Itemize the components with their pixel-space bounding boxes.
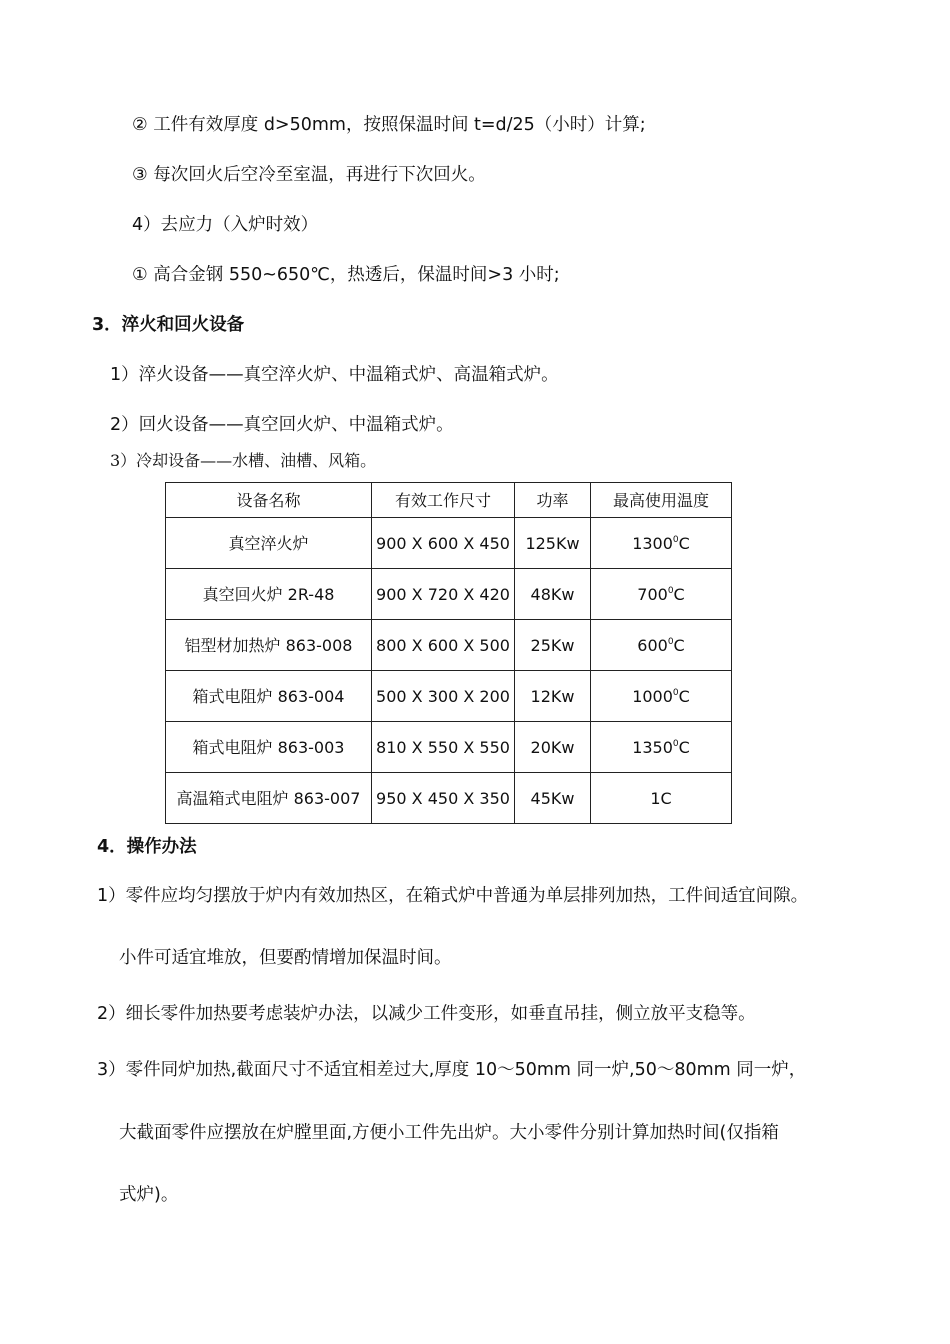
table-row: [166, 722, 732, 773]
temp-value: 1300: [632, 533, 673, 553]
temp-value: 600: [637, 635, 668, 655]
section-3-item-temper: 2）回火设备——真空回火炉、中温箱式炉。: [110, 415, 454, 435]
temp-unit: C: [673, 584, 685, 604]
cell-name: 铝型材加热炉 863-008: [166, 620, 372, 671]
temp-unit: C: [678, 686, 690, 706]
temp-superscript: 0: [672, 687, 679, 698]
cell-name: 箱式电阻炉 863-004: [166, 671, 372, 722]
header-max-temp: 最高使用温度: [591, 483, 732, 518]
temp-unit: C: [673, 635, 685, 655]
cell-temp: [591, 722, 732, 773]
temp-unit: C: [678, 533, 690, 553]
section-4-line-3: 2）细长零件加热要考虑装炉办法，以减少工件变形，如垂直吊挂，侧立放平支稳等。: [97, 1004, 756, 1024]
cell-power: 25Kw: [515, 620, 591, 671]
cell-size: 800 X 600 X 500: [372, 620, 515, 671]
table-row: [166, 518, 732, 569]
paragraph-tempering-cooling: ③ 每次回火后空冷至室温，再进行下次回火。: [132, 165, 486, 185]
table-row: [166, 569, 732, 620]
temp-superscript: 0: [672, 738, 679, 749]
header-power: 功率: [515, 483, 591, 518]
table-row: [166, 620, 732, 671]
cell-temp: [591, 569, 732, 620]
cell-temp: [591, 620, 732, 671]
temp-superscript: 0: [667, 585, 674, 596]
paragraph-stress-relief-title: 4）去应力（入炉时效）: [132, 215, 319, 235]
header-working-size: 有效工作尺寸: [372, 483, 515, 518]
equipment-table: [165, 482, 732, 824]
cell-power: 45Kw: [515, 773, 591, 824]
section-4-line-5: 大截面零件应摆放在炉膛里面,方便小工件先出炉。大小零件分别计算加热时间(仅指箱: [119, 1123, 779, 1143]
header-equipment-name: 设备名称: [166, 483, 372, 518]
section-3-item-cooling: 3）冷却设备——水槽、油槽、风箱。: [110, 451, 377, 470]
paragraph-high-alloy-steel: ① 高合金钢 550~650℃，热透后，保温时间>3 小时;: [132, 265, 560, 285]
table-row: [166, 671, 732, 722]
cell-size: 900 X 720 X 420: [372, 569, 515, 620]
temp-superscript: 0: [667, 636, 674, 647]
section-4-line-1: 1）零件应均匀摆放于炉内有效加热区，在箱式炉中普通为单层排列加热，工件间适宜间隙。: [97, 886, 809, 906]
cell-size: 900 X 600 X 450: [372, 518, 515, 569]
temp-unit: C: [678, 737, 690, 757]
cell-name: 真空淬火炉: [166, 518, 372, 569]
temp-value: 700: [637, 584, 668, 604]
temp-value: 1C: [650, 788, 672, 808]
cell-name: 高温箱式电阻炉 863-007: [166, 773, 372, 824]
section-3-item-quench: 1）淬火设备——真空淬火炉、中温箱式炉、高温箱式炉。: [110, 365, 559, 385]
section-3-heading: 3．淬火和回火设备: [92, 315, 245, 335]
cell-power: 48Kw: [515, 569, 591, 620]
cell-temp: [591, 671, 732, 722]
table-header-row: [166, 483, 732, 518]
temp-value: 1350: [632, 737, 673, 757]
cell-size: 500 X 300 X 200: [372, 671, 515, 722]
cell-power: 12Kw: [515, 671, 591, 722]
cell-temp: [591, 518, 732, 569]
cell-name: 箱式电阻炉 863-003: [166, 722, 372, 773]
section-4-line-6: 式炉)。: [119, 1185, 179, 1205]
cell-power: 20Kw: [515, 722, 591, 773]
cell-size: 950 X 450 X 350: [372, 773, 515, 824]
section-4-line-4: 3）零件同炉加热,截面尺寸不适宜相差过大,厚度 10～50mm 同一炉,50～80mm 同一炉，: [97, 1060, 807, 1080]
cell-temp: [591, 773, 732, 824]
cell-size: 810 X 550 X 550: [372, 722, 515, 773]
section-4-line-2: 小件可适宜堆放，但要酌情增加保温时间。: [119, 948, 452, 968]
temp-value: 1000: [632, 686, 673, 706]
paragraph-thickness-rule: ② 工件有效厚度 d>50mm，按照保温时间 t=d/25（小时）计算;: [132, 115, 646, 135]
table-row: [166, 773, 732, 824]
cell-power: 125Kw: [515, 518, 591, 569]
temp-superscript: 0: [672, 534, 679, 545]
section-4-heading: 4．操作办法: [97, 837, 197, 857]
cell-name: 真空回火炉 2R-48: [166, 569, 372, 620]
